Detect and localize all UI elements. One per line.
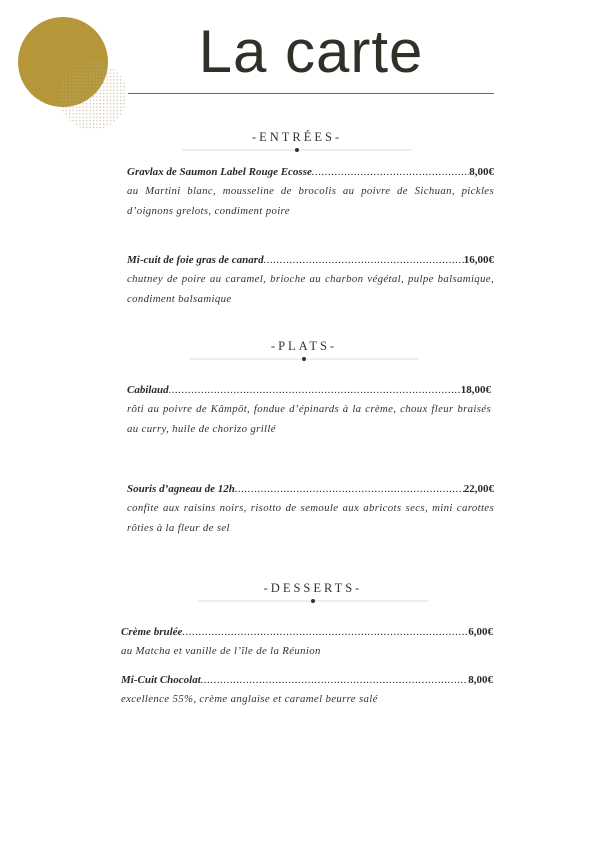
menu-item-mi-cuit-chocolat xyxy=(121,672,493,710)
dotted-circle xyxy=(59,62,127,130)
dot-leader xyxy=(235,481,464,497)
ornament-divider xyxy=(189,356,419,362)
item-line xyxy=(127,481,494,497)
item-name: Gravlax de Saumon Label Rouge Ecosse xyxy=(127,166,312,178)
section-heading-entrees xyxy=(177,129,417,153)
section-label: -ENTRÉES- xyxy=(251,130,343,144)
dot-leader xyxy=(312,164,469,180)
item-price: 22,00€ xyxy=(463,483,494,495)
dot-leader xyxy=(169,382,461,398)
item-line xyxy=(127,382,491,398)
title-divider xyxy=(128,93,494,94)
item-price: 18,00€ xyxy=(460,384,491,396)
item-name: Mi-Cuit Chocolat xyxy=(121,674,201,686)
item-name: Crème brulée xyxy=(121,626,183,638)
item-description: chutney de poire au caramel, brioche au charbon végétal, pulpe balsamique, condiment balsamique xyxy=(127,273,494,305)
decorative-circles xyxy=(0,0,140,140)
item-price: 16,00€ xyxy=(463,254,494,266)
dot-leader xyxy=(182,624,468,640)
item-price: 8,00€ xyxy=(469,166,494,178)
page-title: La carte xyxy=(198,18,424,85)
dot-leader xyxy=(201,672,468,688)
menu-item-foie-gras xyxy=(127,252,494,309)
item-line xyxy=(127,252,494,268)
item-description: rôti au poivre de Kâmpôt, fondue d’épinards à la crème, choux fleur braisés au curry, huile de chorizo grillé xyxy=(127,403,491,435)
item-price: 6,00€ xyxy=(468,626,493,638)
item-line xyxy=(121,624,493,640)
item-name: Souris d’agneau de 12h xyxy=(127,483,235,495)
ornament-divider xyxy=(182,147,412,153)
section-heading-plats xyxy=(184,338,424,362)
item-price: 8,00€ xyxy=(468,674,493,686)
item-name: Cabilaud xyxy=(127,384,169,396)
section-heading-desserts xyxy=(193,580,433,604)
section-label: -DESSERTS- xyxy=(263,581,363,595)
item-line xyxy=(121,672,493,688)
menu-item-gravlax xyxy=(127,164,494,221)
section-label: -PLATS- xyxy=(270,339,338,353)
menu-item-cabilaud xyxy=(127,382,491,439)
menu-item-creme-brulee xyxy=(121,624,493,662)
menu-item-souris-agneau xyxy=(127,481,494,538)
item-description: excellence 55%, crème anglaise et caramel beurre salé xyxy=(121,693,378,705)
dot-leader xyxy=(264,252,464,268)
item-name: Mi-cuit de foie gras de canard xyxy=(127,254,264,266)
item-description: au Matcha et vanille de l’île de la Réunion xyxy=(121,645,321,657)
item-description: confite aux raisins noirs, risotto de semoule aux abricots secs, mini carottes rôties à la fleur de sel xyxy=(127,502,494,534)
ornament-divider xyxy=(198,598,428,604)
item-description: au Martini blanc, mousseline de brocolis au poivre de Sichuan, pickles d’oignons grelots, condiment poire xyxy=(127,185,494,217)
item-line xyxy=(127,164,494,180)
